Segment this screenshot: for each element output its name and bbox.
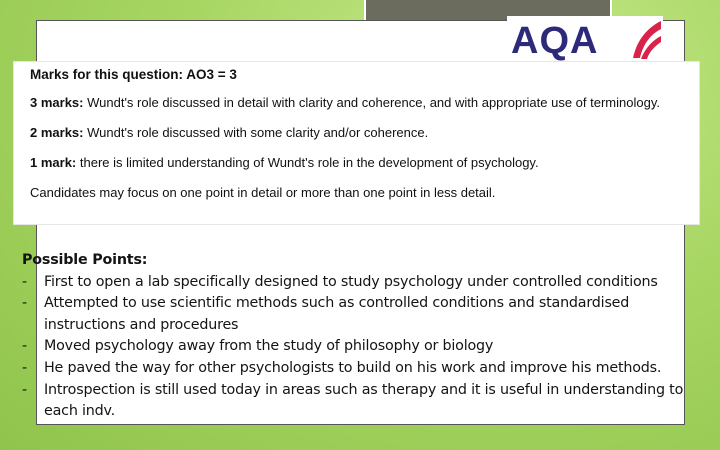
list-item-text: Attempted to use scientific methods such as controlled conditions and standardised instructions and procedures xyxy=(44,295,630,333)
mark-band-3 xyxy=(30,95,691,111)
possible-points-heading: Possible Points: xyxy=(22,252,148,268)
list-item xyxy=(22,380,702,423)
bullet-dash: - xyxy=(22,359,27,376)
list-item-text: First to open a lab specifically designed to study psychology under controlled conditions xyxy=(44,273,658,290)
list-item-text: Introspection is still used today in areas such as therapy and it is useful in understanding to each indv. xyxy=(44,381,684,420)
mark-scheme-note: Candidates may focus on one point in detail or more than one point in less detail. xyxy=(30,185,496,200)
list-item-text: He paved the way for other psychologists to build on his work and improve his methods. xyxy=(44,359,662,376)
mark-band-label: 2 marks: xyxy=(30,125,84,140)
mark-band-1 xyxy=(30,155,691,171)
mark-scheme-box xyxy=(14,62,699,224)
mark-band-label: 3 marks: xyxy=(30,95,84,110)
possible-points xyxy=(22,250,702,423)
mark-band-label: 1 mark: xyxy=(30,155,77,170)
list-item xyxy=(22,272,702,294)
bullet-dash: - xyxy=(22,381,27,398)
bullet-dash: - xyxy=(22,338,27,355)
logo-text: AQA xyxy=(511,20,599,62)
list-item-text: Moved psychology away from the study of philosophy or biology xyxy=(44,338,494,355)
bullet-dash: - xyxy=(22,273,27,290)
mark-band-text: there is limited understanding of Wundt's role in the development of psychology. xyxy=(79,155,539,170)
bullet-dash: - xyxy=(22,295,27,312)
mark-scheme-title: Marks for this question: AO3 = 3 xyxy=(30,67,237,82)
mark-band-2 xyxy=(30,125,691,141)
logo-swoosh-icon xyxy=(631,18,663,62)
aqa-logo xyxy=(507,16,663,64)
list-item xyxy=(22,336,702,358)
list-item xyxy=(22,358,702,380)
mark-band-text: Wundt's role discussed in detail with clarity and coherence, and with appropriate use of terminology. xyxy=(87,95,660,110)
mark-band-text: Wundt's role discussed with some clarity and/or coherence. xyxy=(87,125,429,140)
list-item xyxy=(22,293,702,336)
